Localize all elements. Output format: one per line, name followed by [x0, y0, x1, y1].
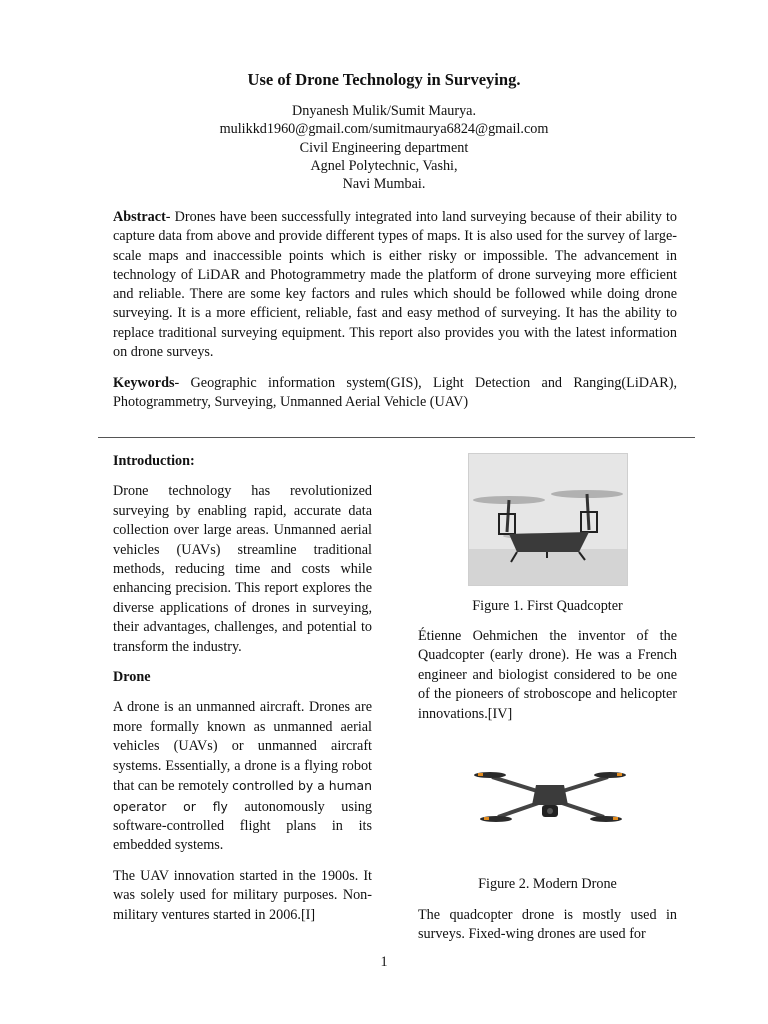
author-emails: mulikkd1960@gmail.com/sumitmaurya6824@gmail.com — [219, 121, 549, 138]
right-column-paragraph-1 — [418, 627, 677, 724]
abstract-label: Abstract — [113, 209, 166, 225]
abstract — [113, 208, 677, 362]
author-institution: Agnel Polytechnic, Vashi, — [310, 157, 458, 174]
figure-1-caption: Figure 1. First Quadcopter — [472, 598, 623, 614]
keywords — [113, 374, 677, 413]
early-quadcopter-illustration — [469, 454, 627, 585]
left-column — [113, 452, 372, 936]
modern-drone-illustration — [470, 765, 630, 835]
figure-2-modern-drone-image — [470, 765, 630, 835]
keywords-label: Keywords — [113, 375, 175, 391]
section-divider — [98, 437, 695, 438]
uav-history-paragraph: The UAV innovation started in the 1900s. It was solely used for military purposes. Non-military ventures started in 2006.[I] — [113, 867, 372, 923]
author-names: Dnyanesh Mulik/Sumit Maurya. — [291, 103, 477, 119]
paper-title: Use of Drone Technology in Surveying. — [247, 70, 521, 89]
oehmichen-paragraph: Étienne Oehmichen the inventor of the Quadcopter (early drone). He was a French engineer and biologist considered to be one of the pioneers of stroboscope and helicopter innovations.[IV] — [418, 628, 677, 722]
drone-paragraph — [113, 698, 372, 855]
page-number: 1 — [380, 954, 388, 970]
drone-text-part-3: autonomously using software-controlled flight plans in its embedded systems. — [113, 798, 372, 854]
drone-heading: Drone — [113, 669, 151, 686]
figure-1-first-quadcopter-image — [468, 453, 628, 586]
figure-2-caption: Figure 2. Modern Drone — [478, 876, 617, 892]
author-city: Navi Mumbai. — [342, 176, 426, 193]
introduction-paragraph: Drone technology has revolutionized surveying by enabling rapid, accurate data collection over large areas. Unmanned aerial vehicles (UAVs) streamline traditional methods, reducing time and costs while enhancing precision. This report explores the diverse applications of drones in surveying, their advantages, challenges, and potential to transform the industry. — [113, 483, 372, 655]
drone-text-part-2: controlled by a human operator or fly — [113, 778, 372, 814]
quadcopter-usage-paragraph: The quadcopter drone is mostly used in surveys. Fixed-wing drones are used for — [418, 907, 677, 943]
introduction-heading: Introduction: — [113, 453, 195, 469]
right-column-paragraph-2 — [418, 906, 677, 945]
author-department: Civil Engineering department — [299, 139, 469, 156]
drone-text-part-1: A drone is an unmanned aircraft. Drones are more formally known as unmanned aerial vehicles (UAVs) or unmanned aircraft systems. Essentially, a drone is a flying robot that can be remotely — [113, 699, 372, 795]
keywords-text: - Geographic information system(GIS), Light Detection and Ranging(LiDAR), Photogrammetry, Surveying, Unmanned Aerial Vehicle (UAV) — [113, 375, 677, 411]
abstract-text: - Drones have been successfully integrated into land surveying because of their ability to capture data from above and provide different types of maps. It is also used for the survey of large-scale maps and inaccessible points which is either risky or impossible. The advancement in technology of LiDAR and Photogrammetry made the platform of drone surveying more efficient and reliable. There are some key factors and rules which should be followed while doing drone surveying. It is a more efficient, reliable, fast and easy method of surveying. It has the ability to replace traditional surveying equipment. This report also provides you with the latest information on drone surveys. — [113, 209, 677, 361]
author-block — [0, 102, 768, 193]
